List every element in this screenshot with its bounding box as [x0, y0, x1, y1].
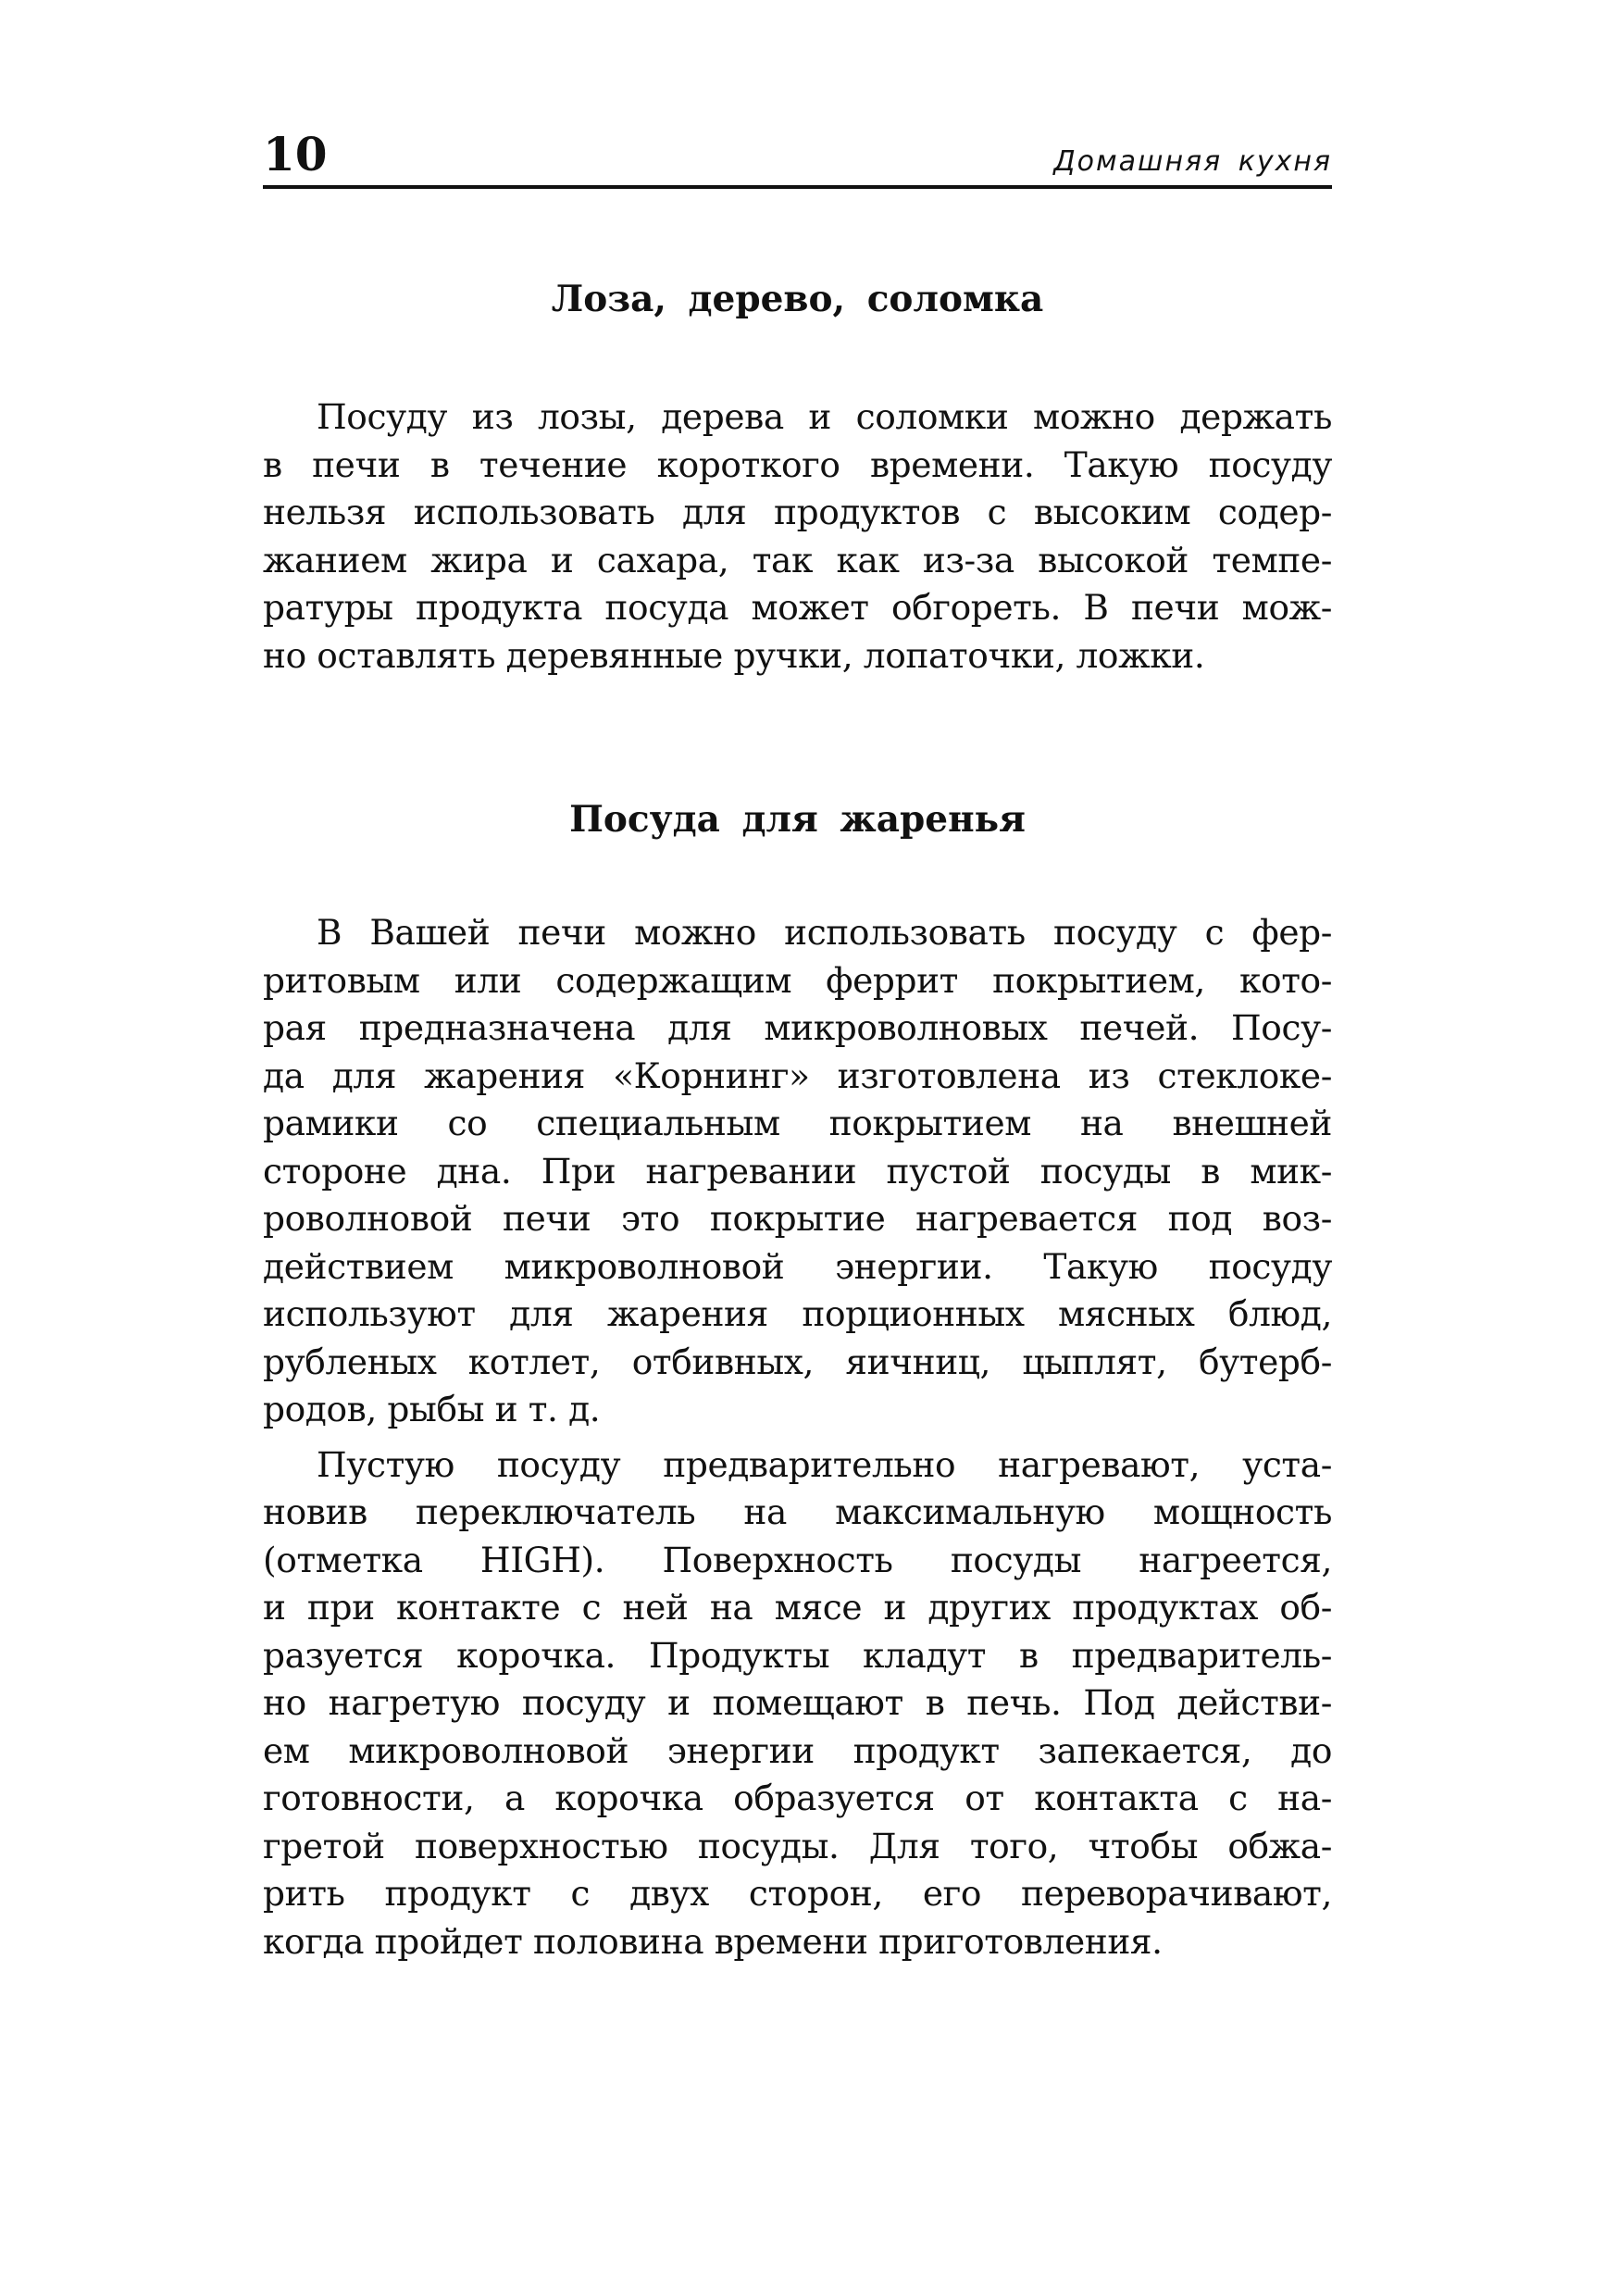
- running-title: Домашняя кухня: [1053, 145, 1332, 178]
- text-line: Пустую посуду предварительно нагревают, уста-: [317, 1443, 1332, 1485]
- text-line: роволновой печи это покрытие нагревается под воз-: [263, 1198, 1332, 1239]
- running-header: [263, 117, 1332, 189]
- paragraph: [263, 1441, 1332, 1966]
- text-line: рубленых котлет, отбивных, яичниц, цыплят, бутерб-: [263, 1341, 1332, 1382]
- text-line: но нагретую посуду и помещают в печь. Под действи-: [263, 1682, 1332, 1723]
- text-line: готовности, а корочка образуется от контакта с на-: [263, 1778, 1332, 1818]
- text-line: В Вашей печи можно использовать посуду с фер-: [317, 912, 1332, 953]
- section-frying-dishes: [263, 798, 1332, 1965]
- text-line: разуется корочка. Продукты кладут в предваритель-: [263, 1634, 1332, 1676]
- text-line: используют для жарения порционных мясных блюд,: [263, 1293, 1332, 1334]
- text-line: нельзя использовать для продуктов с высоким содер-: [263, 492, 1332, 532]
- section-heading: Посуда для жаренья: [569, 798, 1026, 841]
- text-line: но оставлять деревянные ручки, лопаточки, ложки.: [263, 634, 1205, 676]
- text-line: родов, рыбы и т. д.: [263, 1389, 601, 1429]
- section-wicker-wood-straw: [263, 278, 1332, 680]
- text-line: гретой поверхностью посуды. Для того, чтобы обжа-: [263, 1825, 1332, 1866]
- text-line: (отметка HIGH). Поверхность посуды нагреется,: [263, 1539, 1332, 1580]
- text-line: ритовым или содержащим феррит покрытием, кото-: [263, 959, 1332, 1001]
- text-line: да для жарения «Корнинг» изготовлена из стеклоке-: [263, 1054, 1332, 1096]
- text-line: рамики со специальным покрытием на внешней: [263, 1103, 1332, 1143]
- section-heading: Лоза, дерево, соломка: [551, 278, 1044, 320]
- page-number: 10: [263, 127, 328, 181]
- paragraph: [263, 909, 1332, 1434]
- text-line: жанием жира и сахара, так как из-за высокой темпе-: [263, 539, 1332, 580]
- text-line: стороне дна. При нагревании пустой посуды в мик-: [263, 1150, 1332, 1192]
- text-line: и при контакте с ней на мясе и других продуктах об-: [263, 1587, 1332, 1628]
- paragraph: [263, 393, 1332, 680]
- text-line: рая предназначена для микроволновых печей. Посу-: [263, 1007, 1332, 1048]
- text-line: действием микроволновой энергии. Такую посуду: [263, 1245, 1332, 1287]
- text-line: в печи в течение короткого времени. Такую посуду: [263, 443, 1332, 485]
- text-line: ратуры продукта посуда может обгореть. В печи мож-: [263, 587, 1332, 628]
- text-line: ем микроволновой энергии продукт запекается, до: [263, 1729, 1332, 1771]
- text-line: рить продукт с двух сторон, его переворачивают,: [263, 1873, 1332, 1914]
- text-line: когда пройдет половина времени приготовления.: [263, 1920, 1163, 1962]
- text-line: новив переключатель на максимальную мощность: [263, 1491, 1332, 1532]
- text-line: Посуду из лозы, дерева и соломки можно держать: [317, 396, 1332, 437]
